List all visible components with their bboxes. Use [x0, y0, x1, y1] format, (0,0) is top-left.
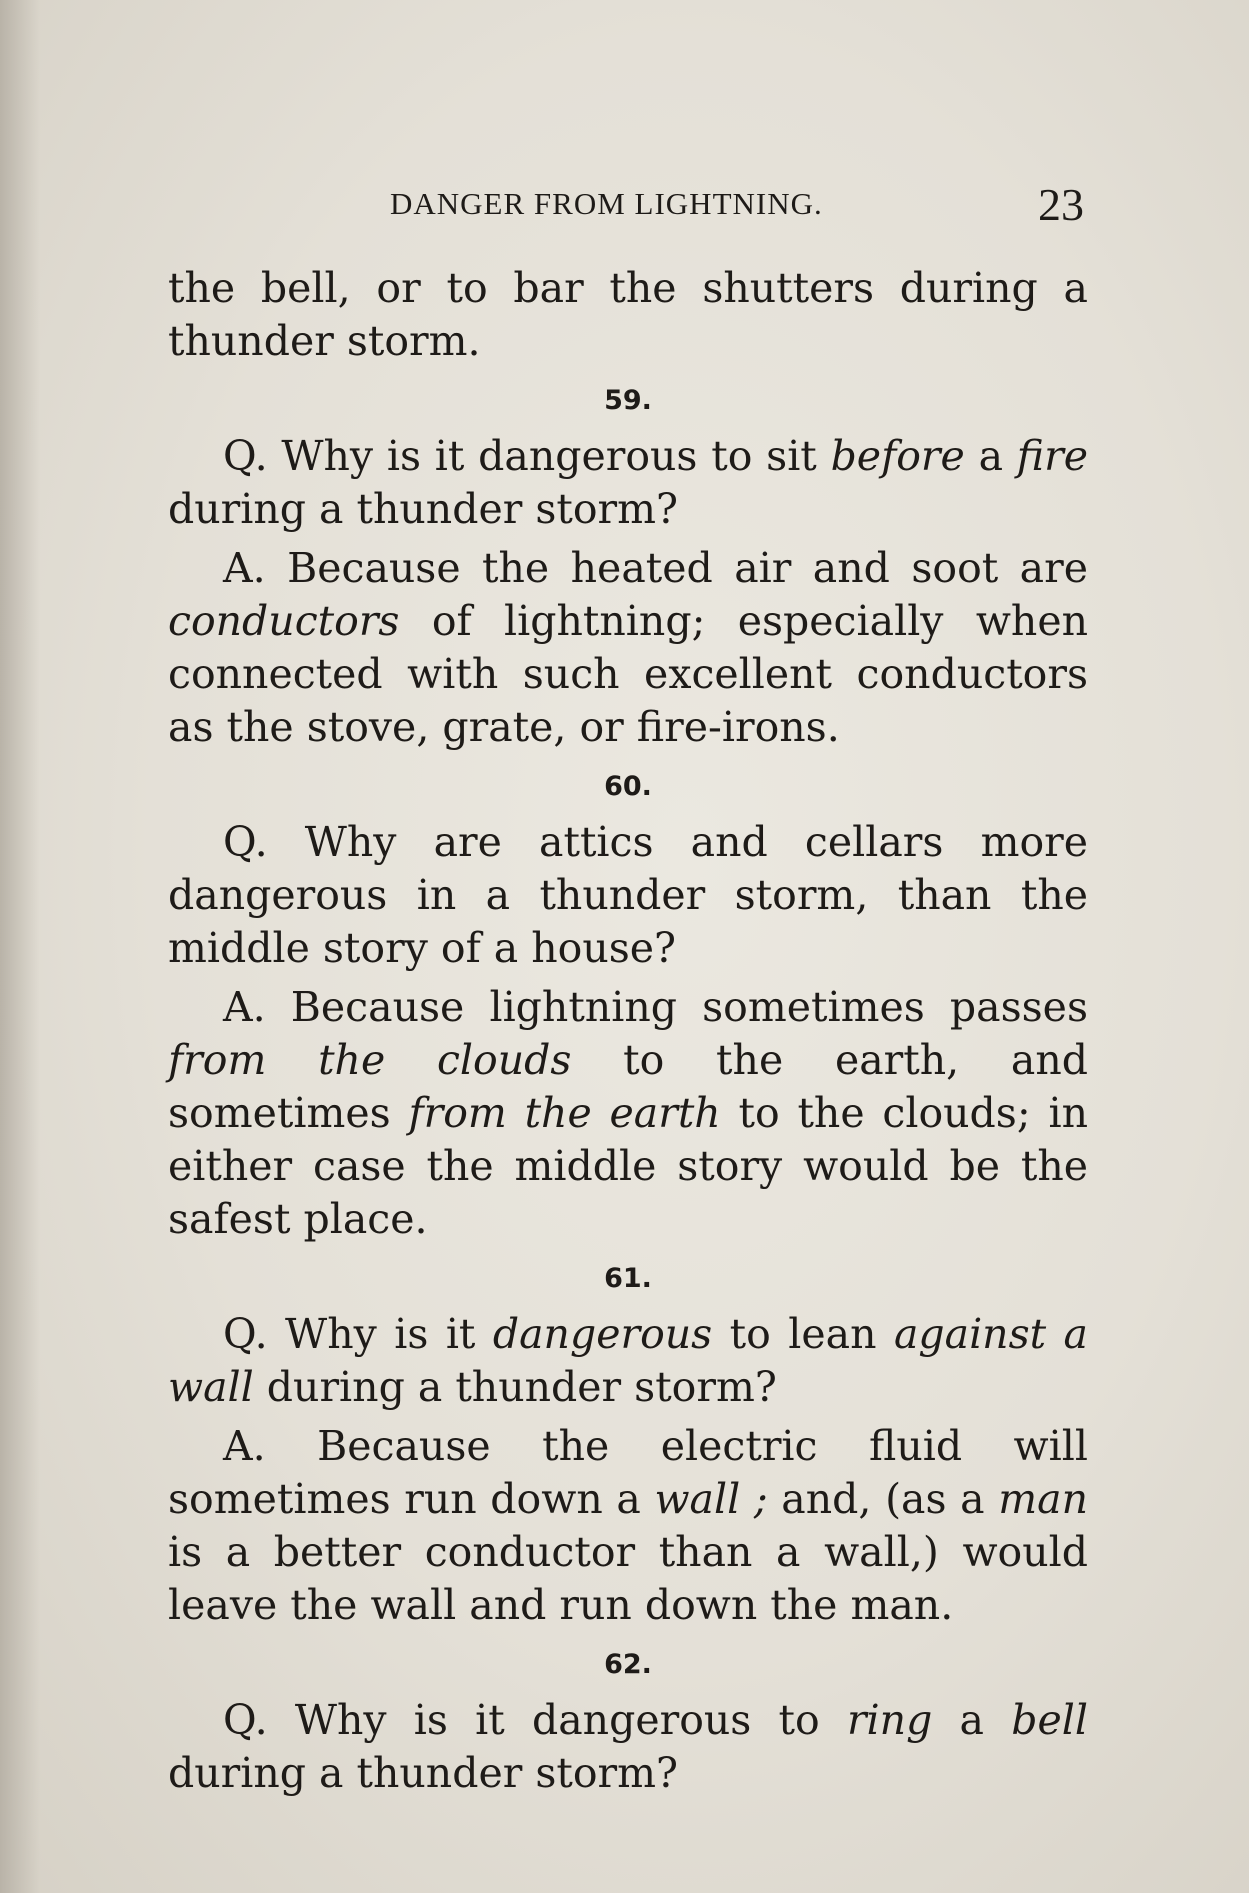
gutter-shadow	[0, 0, 40, 1893]
italic-run: from the earth	[408, 1089, 721, 1137]
text-run: A. Because the electric fluid will sometimes run down a	[168, 1422, 1088, 1523]
question-59	[168, 430, 1088, 536]
question-number-60: 60.	[604, 771, 652, 802]
italic-run: fire	[1016, 432, 1088, 480]
text-run: is a better conductor than a wall,) would leave the wall and run down the man.	[168, 1528, 1088, 1629]
page-body	[168, 262, 1088, 1806]
text-run: of lightning; especially when connected with such excellent conductors as the stove, grate, or fire-irons.	[168, 597, 1088, 751]
italic-run: conductors	[168, 597, 400, 645]
italic-run: before	[830, 432, 965, 480]
italic-run: wall ;	[654, 1475, 768, 1523]
text-run: during a thunder storm?	[253, 1363, 777, 1411]
italic-run: from the clouds	[168, 1036, 572, 1084]
text-run: Q. Why is it dangerous to	[223, 1696, 847, 1744]
question-61	[168, 1308, 1088, 1414]
question-number-62: 62.	[604, 1649, 652, 1680]
answer-60	[168, 981, 1088, 1246]
text-run: A. Because the heated air and soot are	[223, 544, 1088, 592]
text-run: during a thunder storm?	[168, 485, 679, 533]
text-run: to the clouds; in either case the middle story would be the safest place.	[168, 1089, 1088, 1243]
page-number: 23	[1038, 179, 1084, 230]
text-run: Q. Why is it dangerous to sit	[223, 432, 831, 480]
text-run: Q. Why is it	[223, 1310, 493, 1358]
text-run: to lean	[712, 1310, 894, 1358]
text-run: a	[964, 432, 1017, 480]
text-run: a	[932, 1696, 1012, 1744]
running-head: DANGER FROM LIGHTNING.	[390, 186, 823, 221]
question-62	[168, 1694, 1088, 1800]
italic-run: man	[998, 1475, 1088, 1523]
text-run: to the earth, and sometimes	[168, 1036, 1088, 1137]
continued-paragraph: the bell, or to bar the shutters during a thunder storm.	[168, 264, 1088, 365]
question-number-59: 59.	[604, 385, 652, 416]
italic-run: against a wall	[168, 1310, 1088, 1411]
text-run: A. Because lightning sometimes passes	[223, 983, 1088, 1031]
italic-run: ring	[846, 1696, 933, 1744]
answer-61	[168, 1420, 1088, 1632]
question-60: Q. Why are attics and cellars more dangerous in a thunder storm, than the middle story of a house?	[168, 818, 1088, 972]
text-run: and, (as a	[767, 1475, 999, 1523]
question-number-61: 61.	[604, 1263, 652, 1294]
page-header	[390, 178, 1090, 228]
italic-run: bell	[1011, 1696, 1088, 1744]
italic-run: dangerous	[492, 1310, 713, 1358]
answer-59	[168, 542, 1088, 754]
text-run: during a thunder storm?	[168, 1749, 679, 1797]
